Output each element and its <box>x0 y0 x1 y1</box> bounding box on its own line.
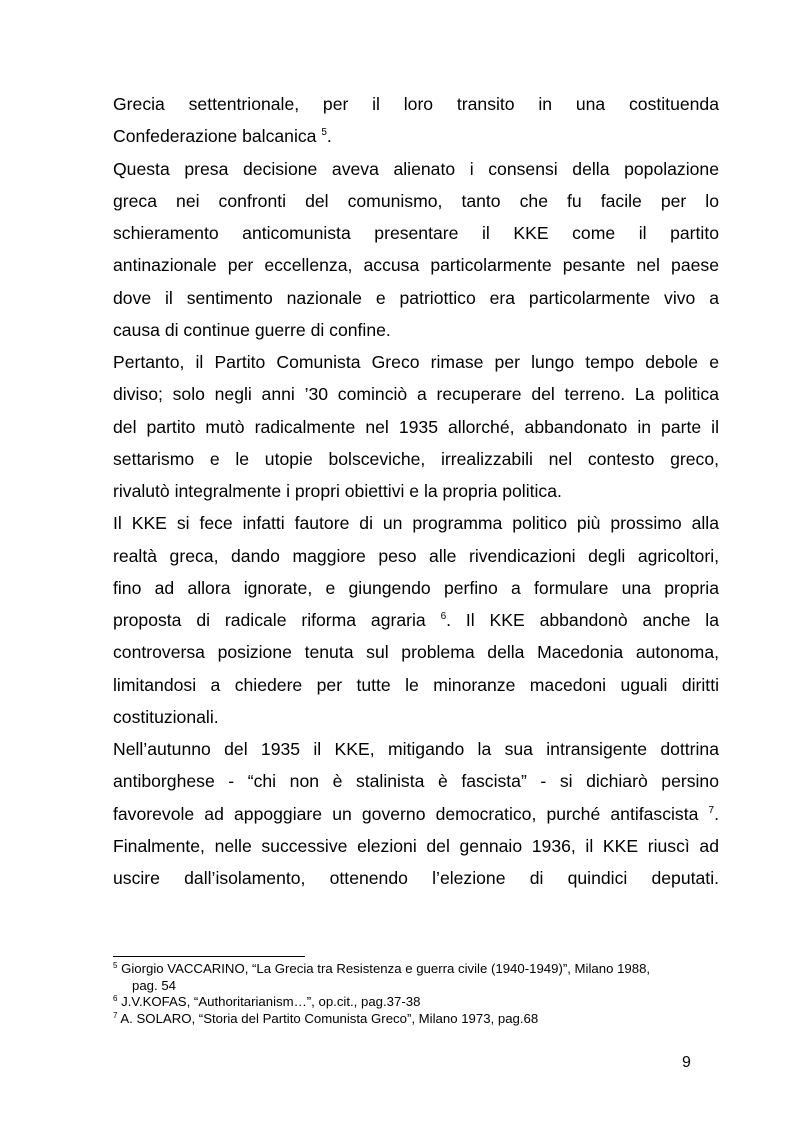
text-line: realtà greca, dando maggiore peso alle rivendicazioni degli agricoltori, <box>113 545 719 566</box>
text-line: diviso; solo negli anni ’30 cominciò a recuperare del terreno. La politica <box>113 384 719 405</box>
text-line: limitandosi a chiedere per tutte le minoranze macedoni uguali diritti <box>113 674 719 695</box>
footnote-ref[interactable]: 5 <box>321 127 327 139</box>
footnotes <box>113 961 733 1027</box>
text-line: uscire dall’isolamento, ottenendo l’elezione di quindici deputati. <box>113 868 719 888</box>
footnote: $^5$ Giorgio VACCARINO, “La Grecia tra Resistenza e guerra civile (1940-1949)”, Milano 1988, <box>113 961 651 976</box>
text-line: Grecia settentrionale, per il loro transito in una costituenda <box>113 94 719 114</box>
body-text <box>113 88 719 894</box>
text-line: Questa presa decisione aveva alienato i consensi della popolazione <box>113 158 719 179</box>
text-line: dove il sentimento nazionale e patriottico era particolarmente vivo a <box>113 287 719 308</box>
text-line: controversa posizione tenuta sul problema della Macedonia autonoma, <box>113 642 719 663</box>
text-line: antiborghese - “chi non è stalinista è fascista” - si dichiarò persino <box>113 771 719 792</box>
footnote-separator <box>113 956 305 957</box>
text-line: rivalutò integralmente i propri obiettivi e la propria politica. <box>113 481 562 501</box>
text-line: schieramento anticomunista presentare il KKE come il partito <box>113 223 719 243</box>
text-line: costituzionali. <box>113 706 219 727</box>
text-line: favorevole ad appoggiare un governo democratico, purché antifascista $^7$. <box>113 803 719 824</box>
text-line: settarismo e le utopie bolsceviche, irrealizzabili nel contesto greco, <box>113 448 719 469</box>
footnote: $^7$ A. SOLARO, “Storia del Partito Comunista Greco”, Milano 1973, pag.68 <box>113 1010 539 1026</box>
text-line: greca nei confronti del comunismo, tanto che fu facile per lo <box>113 190 719 211</box>
footnote-ref[interactable]: 7 <box>708 804 715 816</box>
text-line: Confederazione balcanica $^5$. <box>113 126 332 147</box>
text-line: antinazionale per eccellenza, accusa particolarmente pesante nel paese <box>113 255 719 276</box>
footnote-ref[interactable]: 6 <box>440 611 447 622</box>
text-line: Finalmente, nelle successive elezioni del gennaio 1936, il KKE riuscì ad <box>113 835 719 856</box>
text-line: Nell’autunno del 1935 il KKE, mitigando la sua intransigente dottrina <box>113 739 719 759</box>
text-line: Il KKE si fece infatti fautore di un programma politico più prossimo alla <box>113 513 719 534</box>
page-number: 9 <box>682 1054 691 1071</box>
text-line: fino ad allora ignorate, e giungendo perfino a formulare una propria <box>113 577 719 598</box>
text-line: proposta di radicale riforma agraria $^6$. Il KKE abbandonò anche la <box>113 610 719 630</box>
footnote-continuation: pag. 54 <box>132 977 176 993</box>
footnote: $^6$ J.V.KOFAS, “Authoritarianism…”, op.cit., pag.37-38 <box>113 994 421 1009</box>
text-line: del partito mutò radicalmente nel 1935 allorché, abbandonato in parte il <box>113 416 719 437</box>
text-line: causa di continue guerre di confine. <box>113 319 391 340</box>
text-line: Pertanto, il Partito Comunista Greco rimase per lungo tempo debole e <box>113 352 719 372</box>
